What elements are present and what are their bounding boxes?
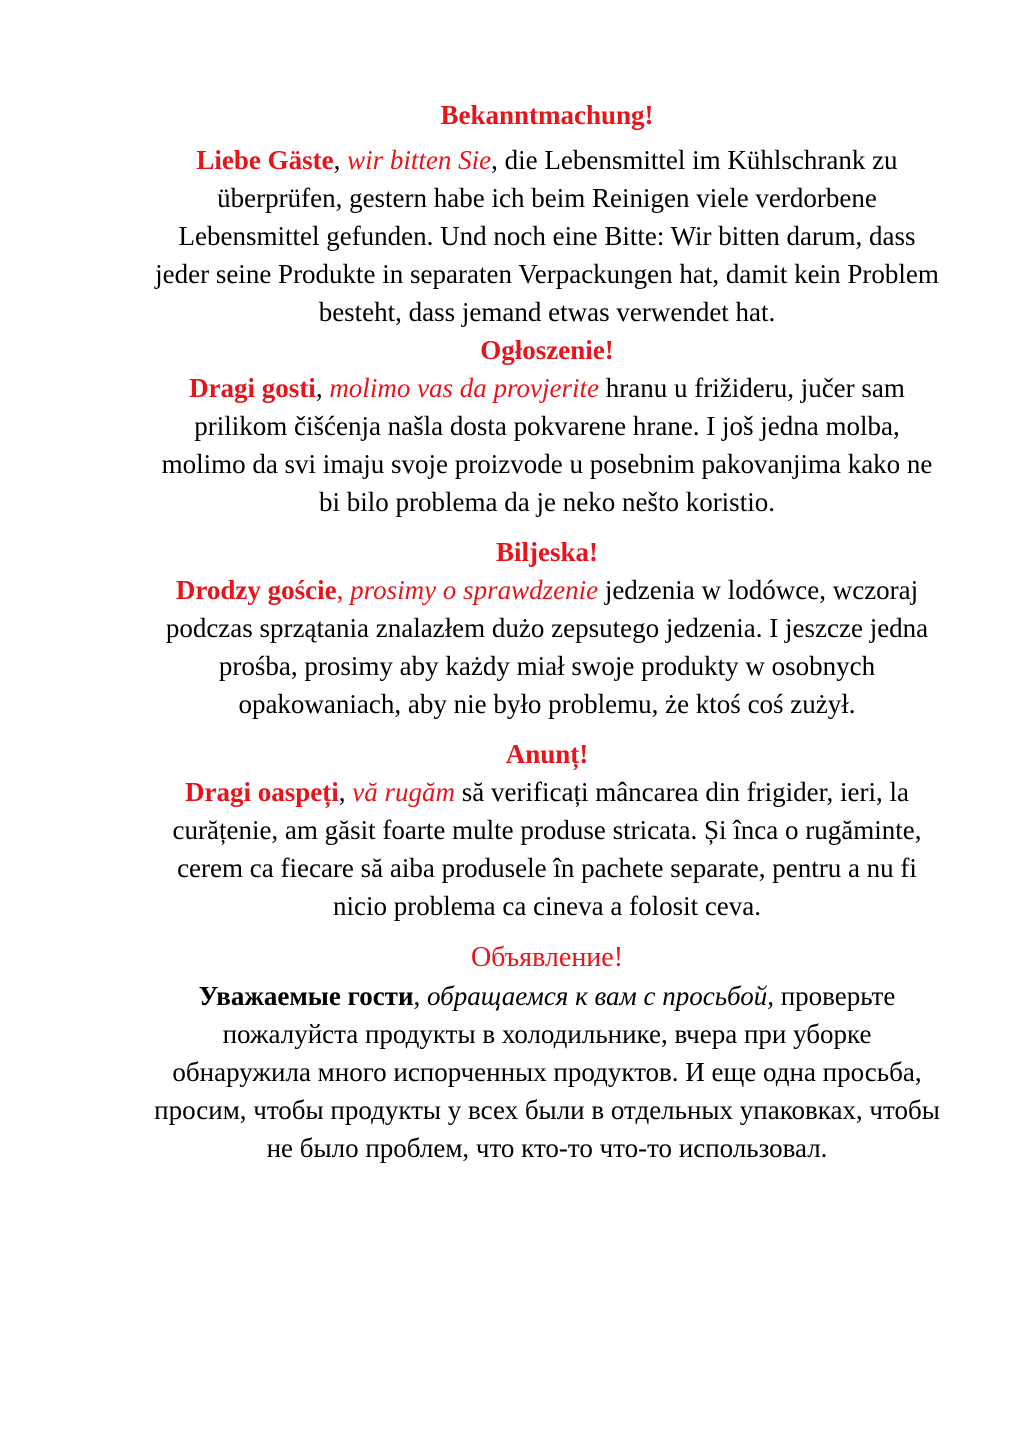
notice-page (150, 96, 944, 1167)
paragraph-polish (150, 571, 944, 723)
section-romanian (150, 735, 944, 925)
paragraph-german (150, 141, 944, 331)
body-romanian: să verificați mâncarea din frigider, ieri, la curățenie, am găsit foarte multe produse stricata. Și înca o rugăminte, cerem ca fiecare să aiba produsele în pachete separate, pentru a nu fi nicio problema ca cineva a folosit ceva. (172, 777, 922, 921)
request-bosnian: molimo vas da provjerite (329, 373, 600, 403)
separator: , (333, 145, 348, 175)
separator (598, 575, 605, 605)
greeting-russian: Уважаемые гости (198, 981, 414, 1011)
section-german (150, 96, 944, 331)
request-german: wir bitten Sie (347, 145, 492, 175)
heading-russian: Объявление! (470, 942, 624, 973)
request-russian: обращаемся к вам с просьбой (427, 981, 768, 1011)
section-bosnian (150, 331, 944, 521)
body-russian: проверьте пожалуйста продукты в холодильнике, вчера при уборке обнаружила много испорченных продуктов. И еще одна просьба, просим, чтобы продукты у всех были в отдельных упаковках, чтобы не было проблем, что кто-то что-то использовал. (154, 981, 940, 1163)
separator: , (336, 575, 351, 605)
greeting-polish: Drodzy goście (175, 575, 337, 605)
body-german: die Lebensmittel im Kühlschrank zu überprüfen, gestern habe ich beim Reinigen viele verdorbene Lebensmittel gefunden. Und noch eine Bitte: Wir bitten darum, dass jeder seine Produkte in separaten Verpackungen hat, damit kein Problem besteht, dass jemand etwas verwendet hat. (155, 145, 939, 327)
request-romanian: vă rugăm (352, 777, 456, 807)
paragraph-romanian (150, 773, 944, 925)
paragraph-bosnian (150, 369, 944, 521)
body-polish: jedzenia w lodówce, wczoraj podczas sprzątania znalazłem dużo zepsutego jedzenia. I jeszcze jedna prośba, prosimy aby każdy miał swoje produkty w osobnych opakowaniach, aby nie było problemu, że ktoś coś zużył. (165, 575, 929, 719)
greeting-german: Liebe Gäste (196, 145, 334, 175)
request-polish: prosimy o sprawdzenie (350, 575, 599, 605)
section-russian (150, 939, 944, 1167)
heading-bosnian: Ogłoszenie! (480, 335, 614, 365)
body-bosnian: hranu u frižideru, jučer sam prilikom čišćenja našla dosta pokvarene hrane. I još jedna molba, molimo da svi imaju svoje proizvode u posebnim pakovanjima kako ne bi bilo problema da je neko nešto koristio. (161, 373, 933, 517)
separator: , (413, 981, 427, 1011)
separator: , (315, 373, 330, 403)
heading-polish: Biljeska! (495, 537, 598, 567)
heading-romanian: Anunț! (505, 739, 589, 769)
separator: , (491, 145, 505, 175)
section-polish (150, 533, 944, 723)
paragraph-russian (150, 977, 944, 1167)
heading-german: Bekanntmachung! (440, 100, 654, 130)
greeting-bosnian: Dragi gosti (189, 373, 316, 403)
separator (599, 373, 606, 403)
separator (455, 777, 462, 807)
greeting-romanian: Dragi oaspeți (185, 777, 339, 807)
separator: , (338, 777, 353, 807)
separator: , (767, 981, 781, 1011)
